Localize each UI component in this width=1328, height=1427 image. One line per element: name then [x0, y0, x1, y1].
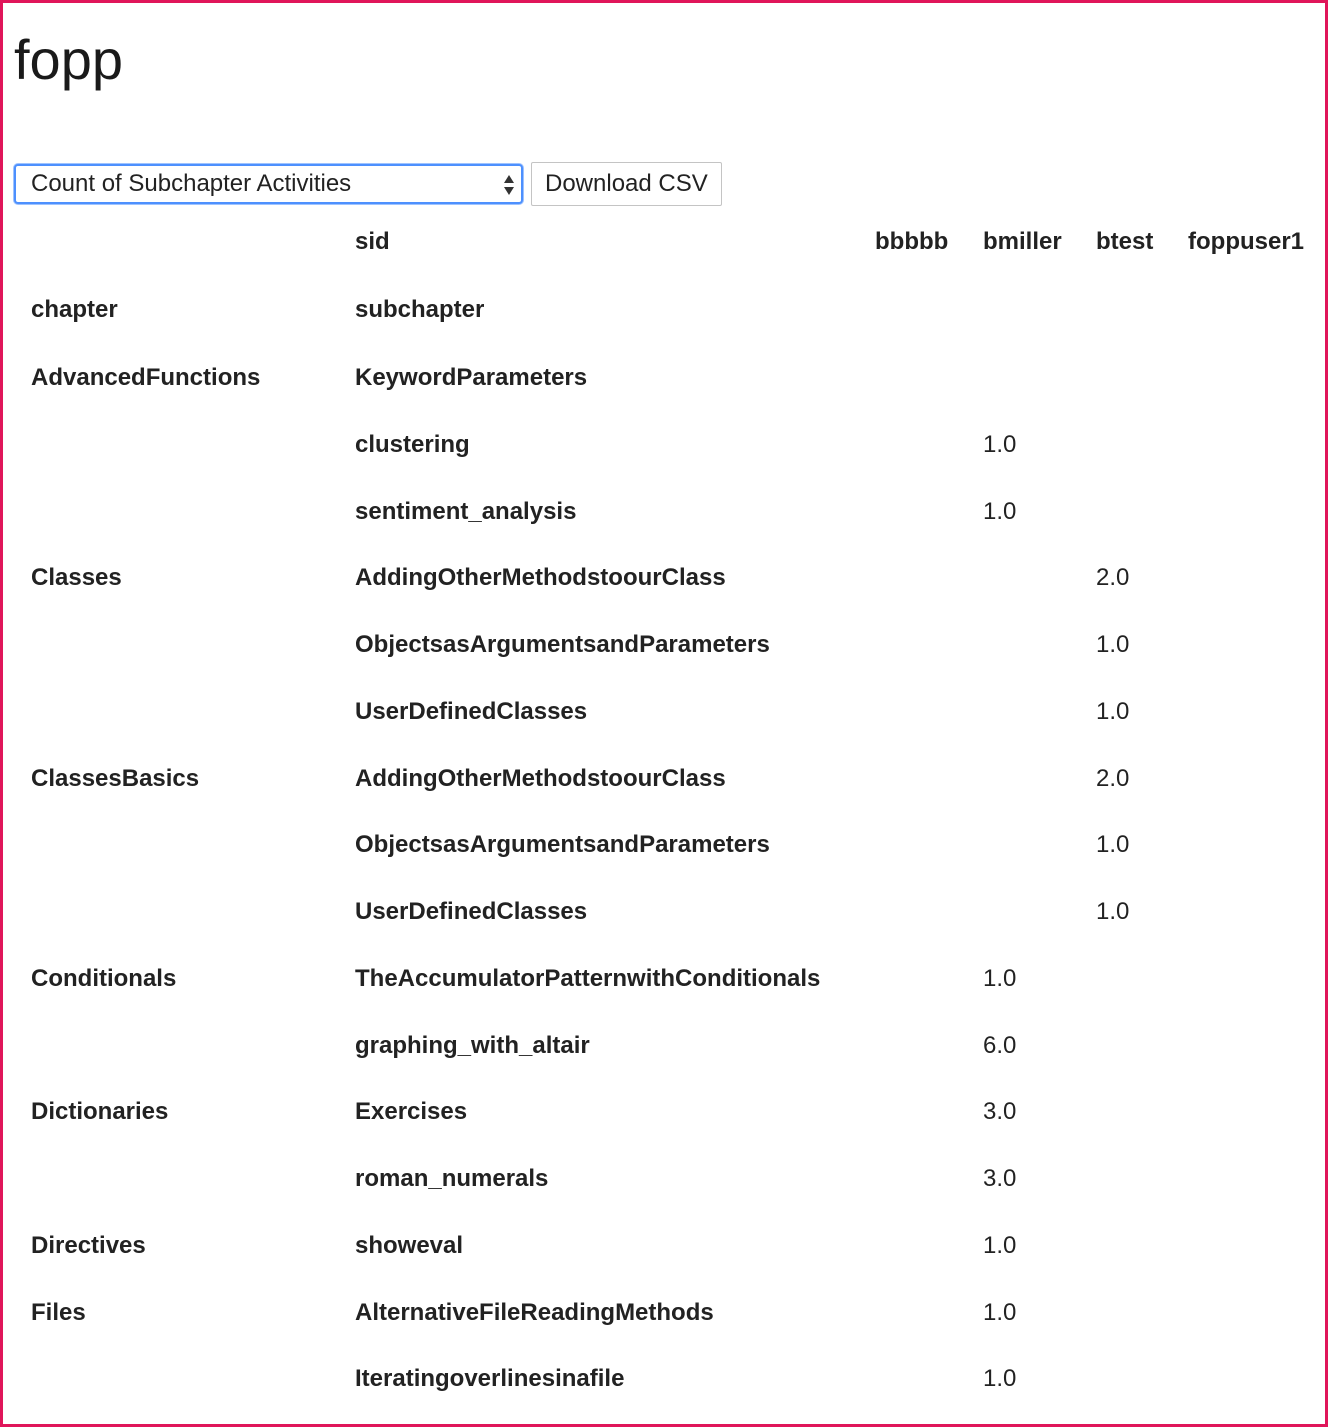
row-subchapter-label: sentiment_analysis: [355, 497, 577, 525]
value-cell-bmiller: 1.0: [983, 497, 1017, 525]
row-subchapter-label: Iteratingoverlinesinafile: [355, 1365, 625, 1393]
row-subchapter-label: graphing_with_altair: [355, 1031, 590, 1059]
value-cell-bmiller: 1.0: [983, 964, 1017, 992]
value-cell-btest: 2.0: [1096, 564, 1130, 592]
row-subchapter-label: ObjectsasArgumentsandParameters: [355, 831, 770, 859]
page-title: fopp: [14, 28, 123, 91]
row-chapter-label: Conditionals: [31, 964, 177, 992]
row-subchapter-label: showeval: [355, 1231, 464, 1259]
table-row: [0, 1159, 1328, 1199]
table-row: [0, 492, 1328, 532]
table-row: [0, 558, 1328, 598]
index-name-subchapter: subchapter: [355, 296, 485, 323]
row-subchapter-label: TheAccumulatorPatternwithConditionals: [355, 964, 821, 992]
row-chapter-label: Classes: [31, 564, 122, 592]
table-row: [0, 1359, 1328, 1399]
row-subchapter-label: KeywordParameters: [355, 364, 588, 391]
row-subchapter-label: UserDefinedClasses: [355, 697, 588, 725]
up-down-arrows-icon: [503, 172, 515, 198]
value-cell-bmiller: 1.0: [983, 1365, 1017, 1393]
value-cell-btest: 1.0: [1096, 631, 1130, 658]
row-chapter-label: Directives: [31, 1231, 146, 1259]
value-cell-bmiller: 3.0: [983, 1165, 1017, 1192]
table-row: [0, 358, 1328, 398]
table-row: [0, 425, 1328, 465]
row-subchapter-label: ObjectsasArgumentsandParameters: [355, 631, 770, 658]
index-names-row: [0, 290, 1328, 330]
value-cell-bmiller: 1.0: [983, 430, 1017, 458]
row-subchapter-label: UserDefinedClasses: [355, 898, 588, 925]
column-header-foppuser1: foppuser1: [1188, 228, 1305, 255]
column-header-btest: btest: [1096, 228, 1154, 255]
row-subchapter-label: AddingOtherMethodstoourClass: [355, 564, 726, 592]
column-header-bmiller: bmiller: [983, 228, 1062, 255]
row-chapter-label: Dictionaries: [31, 1098, 169, 1126]
report-controls: [14, 162, 722, 206]
value-cell-bmiller: 1.0: [983, 1231, 1017, 1259]
table-row: [0, 1293, 1328, 1333]
row-subchapter-label: AddingOtherMethodstoourClass: [355, 764, 726, 792]
row-chapter-label: Files: [31, 1298, 86, 1326]
table-row: [0, 1092, 1328, 1132]
table-row: [0, 1026, 1328, 1066]
report-type-select-value: Count of Subchapter Activities: [31, 170, 352, 197]
table-row: [0, 625, 1328, 665]
row-chapter-label: ClassesBasics: [31, 764, 200, 792]
value-cell-btest: 1.0: [1096, 898, 1130, 925]
row-subchapter-label: AlternativeFileReadingMethods: [355, 1298, 714, 1326]
table-row: [0, 1226, 1328, 1266]
table-row: [0, 892, 1328, 932]
value-cell-bmiller: 3.0: [983, 1098, 1017, 1126]
value-cell-btest: 2.0: [1096, 764, 1130, 792]
column-header-bbbbb: bbbbb: [875, 228, 949, 255]
report-type-select[interactable]: [14, 164, 523, 204]
row-subchapter-label: roman_numerals: [355, 1165, 549, 1192]
row-chapter-label: AdvancedFunctions: [31, 364, 261, 391]
table-row: [0, 825, 1328, 865]
table-row: [0, 959, 1328, 999]
table-row: [0, 759, 1328, 799]
value-cell-bmiller: 1.0: [983, 1298, 1017, 1326]
index-header-sid: sid: [355, 228, 390, 255]
index-name-chapter: chapter: [31, 296, 118, 323]
table-header-row: [0, 222, 1328, 262]
value-cell-bmiller: 6.0: [983, 1031, 1017, 1059]
download-csv-button[interactable]: Download CSV: [531, 162, 722, 206]
value-cell-btest: 1.0: [1096, 697, 1130, 725]
table-row: [0, 692, 1328, 732]
value-cell-btest: 1.0: [1096, 831, 1130, 859]
row-subchapter-label: Exercises: [355, 1098, 468, 1126]
row-subchapter-label: clustering: [355, 430, 470, 458]
